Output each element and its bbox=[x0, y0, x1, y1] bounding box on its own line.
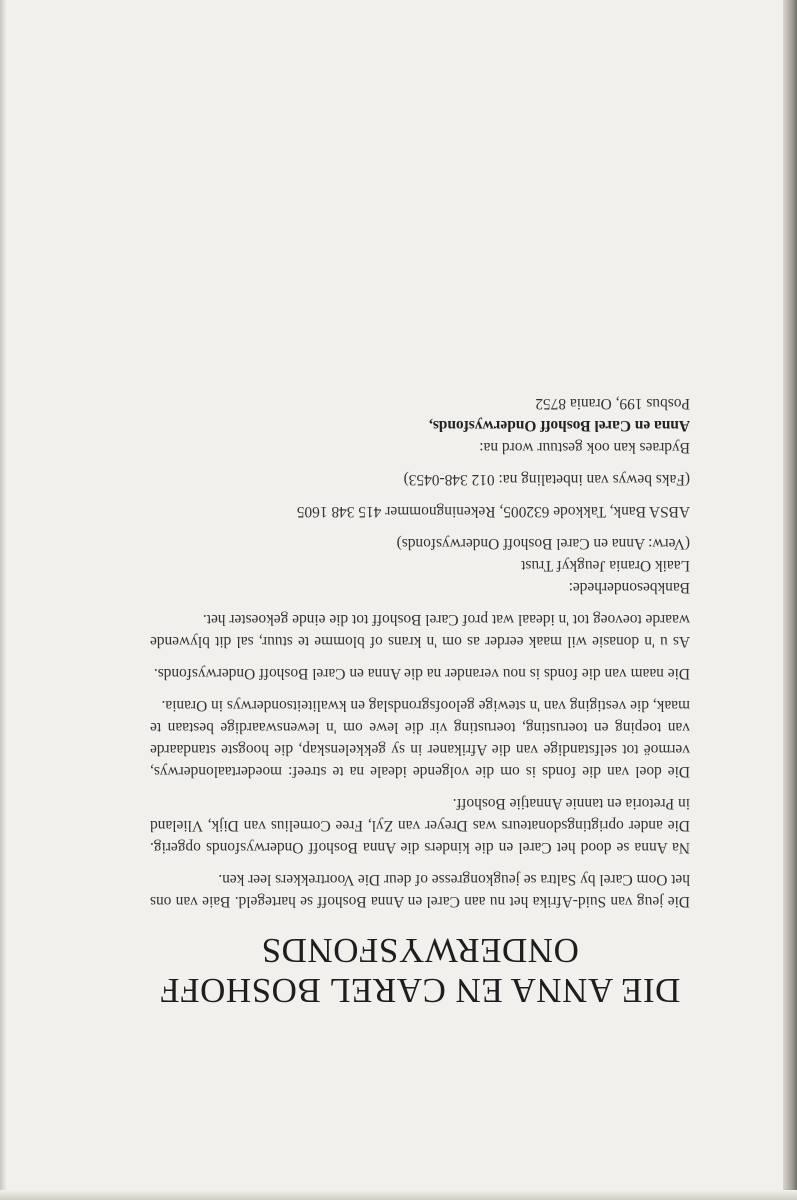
postal-address: Posbus 199, Orania 8752 bbox=[535, 395, 690, 412]
paragraph-name-change: Die naam van die fonds is nou verander na die Anna en Carel Boshoff Onderwysfonds. bbox=[153, 665, 690, 682]
bank-trust: Laaik Orania Jeugkyf Trust bbox=[521, 557, 690, 574]
document-page bbox=[150, 190, 690, 1010]
paragraph-intro: Die jeug van Suid-Afrika het nu aan Carel en Anna Boshoff se hartegeld. Baie van ons het Oom Carel by Saltra se jeugkongresse of deur Die Voortrekkers leer ken. bbox=[150, 871, 690, 910]
spacer bbox=[150, 458, 690, 468]
scan-edge-right bbox=[783, 0, 797, 1200]
bank-fax: (Faks bewys van inbetaling na: 012 348-0453) bbox=[403, 471, 690, 488]
paragraph-donation: As u 'n donasie wil maak eerder as om 'n krans of blomme te stuur, sal dit blywende waarde toevoeg tot 'n ideaal wat prof Carel Boshoff tot die einde gekoester het. bbox=[150, 611, 690, 650]
bank-reference: (Verw: Anna en Carel Boshoff Onderwysfonds) bbox=[396, 535, 690, 552]
paragraph-purpose: Die doel van die fonds is om die volgende ideale na te streef: moedertaalonderwys, vermoë tot selfstandige van die Afrikaner in sy gekkelenskap, die hoogste standaarde van toeping en toerusting, toerusting vir die lewe om 'n lewenswaardige bestaan te maak, die vestiging van 'n stewige geloofsgrondslag en kwaliteitsonderwys in Orania. bbox=[150, 697, 690, 780]
spacer bbox=[150, 490, 690, 500]
scan-edge-left bbox=[0, 0, 6, 1200]
bank-account: ABSA Bank, Takkode 632005, Rekeningnommer 415 348 1605 bbox=[296, 503, 690, 520]
postal-intro: Bydraes kan ook gestuur word na: bbox=[479, 439, 690, 456]
scan-edge-bottom bbox=[0, 1190, 797, 1200]
spacer bbox=[150, 522, 690, 532]
postal-name: Anna en Carel Boshoff Onderwysfonds, bbox=[429, 417, 690, 434]
title-line-2: ONDERWYSFONDS bbox=[261, 931, 579, 970]
bank-heading: Bankbesonderhede: bbox=[568, 579, 690, 596]
document-title bbox=[150, 930, 690, 1010]
title-line-1: DIE ANNA EN CAREL BOSHOFF bbox=[159, 971, 681, 1010]
bank-details bbox=[150, 392, 690, 598]
paragraph-founding: Na Anna se dood het Carel en die kinders die Anna Boshoff Onderwysfonds opgerig. Die ander oprigtingsdonateurs was Dreyer van Zyl, Free Cornelius van Dijk, Vlieland in Pretoria en tannie Annatjie Boshoff. bbox=[150, 795, 690, 856]
